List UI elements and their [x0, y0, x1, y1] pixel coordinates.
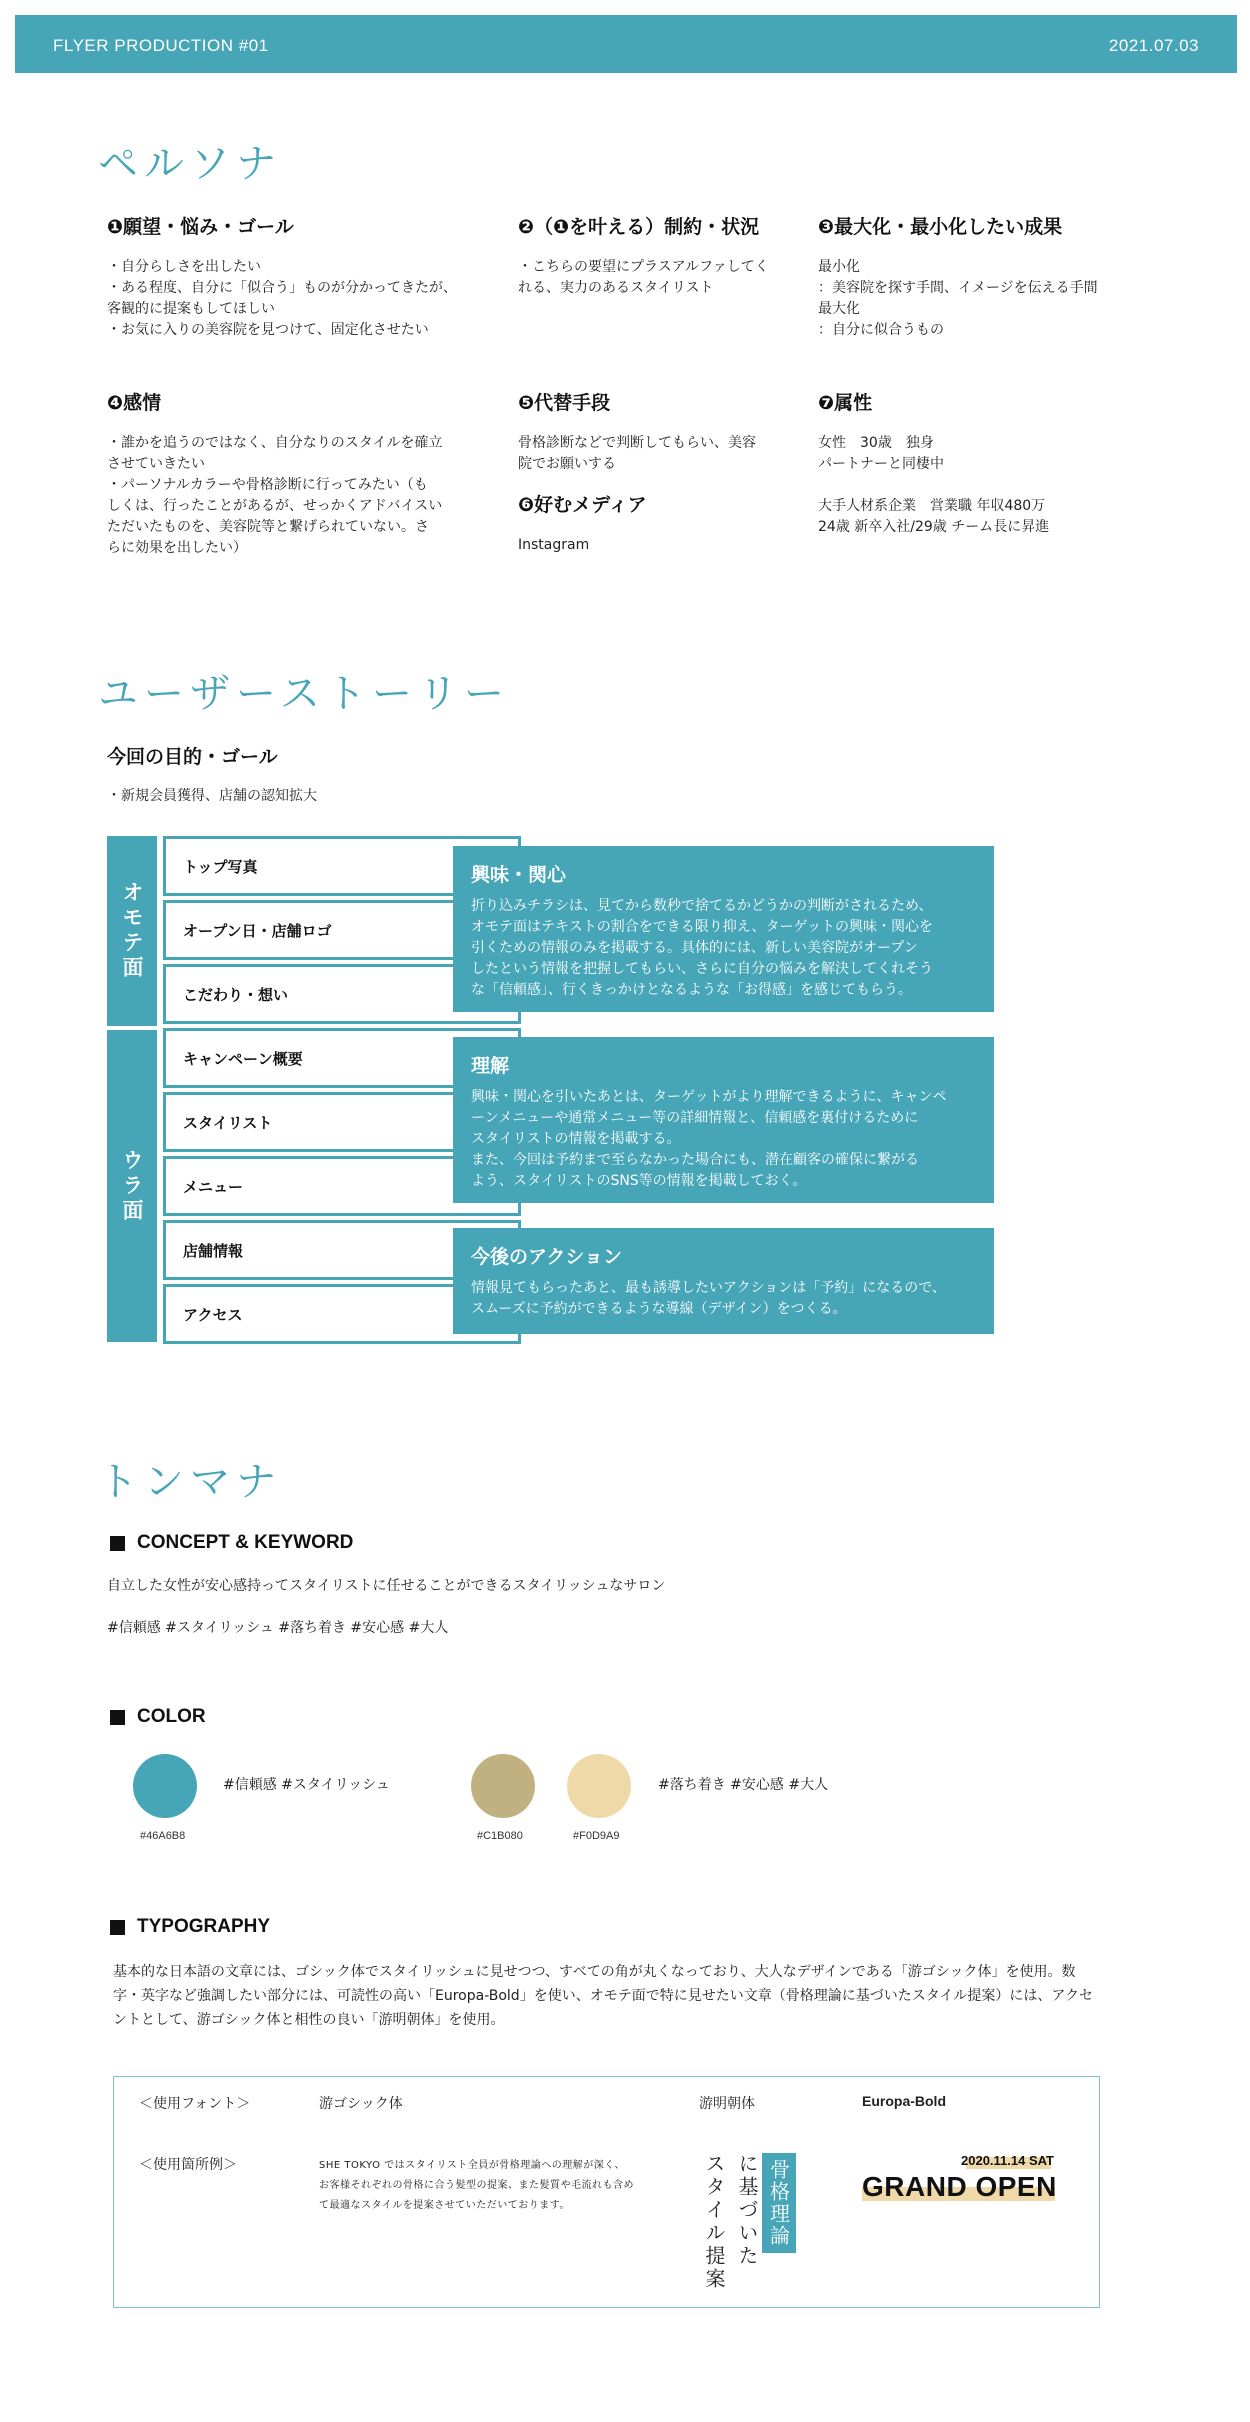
mincho-line-2: スタイル提案: [702, 2153, 726, 2291]
typography-body: 基本的な日本語の文章には、ゴシック体でスタイリッシュに見せつつ、すべての角が丸くなっており、大人なデザインである「游ゴシック体」を使用。数字・英字など強調したい部分には、可読性の高い「Europa-Bold」を使い、オモテ面で特に見せたい文章（骨格理論に基づいたスタイル提案）には、アクセントとして、游ゴシック体と相性の良い「游明朝体」を使用。: [113, 1964, 1093, 2028]
square-bullet-icon: [110, 1710, 125, 1725]
tone-title: トンマナ: [98, 1459, 282, 1505]
persona-cell-4: [107, 388, 527, 559]
persona-cell-3: [818, 212, 1148, 341]
story-item-access: アクセス: [163, 1284, 521, 1344]
header-bar: [15, 15, 1237, 73]
info-box-action: [453, 1228, 994, 1334]
color-hex-beige: #C1B080: [477, 1830, 523, 1842]
info-box-understanding-head: 理解: [471, 1055, 510, 1077]
persona-body-7: 女性 30歳 独身 パートナーと同棲中 大手人材系企業 営業職 年収480万 24歳 新卒入社/29歳 チーム長に昇進: [818, 435, 1050, 535]
color-tags-1: #信頼感 #スタイリッシュ: [223, 1777, 390, 1793]
typography-sample-box: [113, 2076, 1100, 2308]
open-date: 2020.11.14 SAT: [961, 2153, 1054, 2168]
square-bullet-icon: [110, 1920, 125, 1935]
concept-heading-text: CONCEPT & KEYWORD: [137, 1532, 354, 1553]
story-item-campaign: キャンペーン概要: [163, 1028, 521, 1088]
persona-body-4: ・誰かを追うのではなく、自分なりのスタイルを確立 させていきたい ・パーソナルカラーや骨格診断に行ってみたい（も しくは、行ったことがあるが、せっかくアドバイスい ただいたものを、美容院等と繋げられていない。さ らに効果を出したい）: [107, 435, 443, 556]
persona-head-7: ❼属性: [818, 392, 873, 414]
persona-body-6: Instagram: [518, 537, 590, 553]
font-label: ＜使用フォント＞: [139, 2096, 251, 2112]
persona-head-1: ❶願望・悩み・ゴール: [107, 216, 294, 238]
persona-body-3: 最小化 ：美容院を探す手間、イメージを伝える手間 最大化 ：自分に似合うもの: [818, 259, 1098, 338]
persona-head-5: ❺代替手段: [518, 392, 611, 414]
info-box-understanding: [453, 1037, 994, 1203]
story-item-stylist: スタイリスト: [163, 1092, 521, 1152]
persona-cell-5: [518, 388, 798, 475]
header-title: FLYER PRODUCTION #01: [53, 36, 269, 55]
story-goal-body: ・新規会員獲得、店舗の認知拡大: [107, 788, 317, 804]
persona-body-5: 骨格診断などで判断してもらい、美容 院でお願いする: [518, 435, 756, 472]
persona-cell-1: [107, 212, 527, 341]
persona-head-4: ❹感情: [107, 392, 162, 414]
example-label: ＜使用箇所例＞: [139, 2157, 237, 2173]
persona-head-6: ❻好むメディア: [518, 494, 647, 516]
color-swatch-cream: [567, 1754, 631, 1818]
color-hex-cream: #F0D9A9: [573, 1830, 620, 1842]
typography-heading-text: TYPOGRAPHY: [137, 1916, 271, 1937]
grand-open-text: GRAND OPEN: [862, 2171, 1057, 2202]
persona-cell-6: [518, 490, 798, 556]
typography-heading: [110, 1916, 270, 1938]
story-item-open-date-logo: オープン日・店舗ロゴ: [163, 900, 521, 960]
concept-heading: [110, 1532, 353, 1554]
story-item-menu: メニュー: [163, 1156, 521, 1216]
concept-body: 自立した女性が安心感持ってスタイリストに任せることができるスタイリッシュなサロン: [107, 1578, 666, 1594]
color-swatch-teal: [133, 1754, 197, 1818]
persona-head-2: ❷（❶を叶える）制約・状況: [518, 216, 760, 238]
header-date: 2021.07.03: [1108, 36, 1199, 55]
color-swatch-beige: [471, 1754, 535, 1818]
concept-tags: #信頼感 #スタイリッシュ #落ち着き #安心感 #大人: [107, 1620, 449, 1636]
persona-cell-7: [818, 388, 1148, 538]
info-box-interest-head: 興味・関心: [471, 864, 567, 886]
info-box-interest-body: 折り込みチラシは、見てから数秒で捨てるかどうかの判断がされるため、 オモテ面はテキストの割合をできる限り抑え、ターゲットの興味・関心を 引くための情報のみを掲載する。具体的には、新しい美容院がオープン したという情報を把握してもらい、さらに自分の悩みを解決してくれそう な「信頼感」、行くきっかけとなるような「お得感」を感じてもらう。: [471, 898, 933, 998]
front-side-label: オモテ面: [107, 836, 157, 1026]
persona-body-1: ・自分らしさを出したい ・ある程度、自分に「似合う」ものが分かってきたが、 客観的に提案もしてほしい ・お気に入りの美容院を見つけて、固定化させたい: [107, 259, 457, 338]
color-heading-text: COLOR: [137, 1706, 206, 1727]
story-goal-head: 今回の目的・ゴール: [107, 746, 278, 768]
story-title: ユーザーストーリー: [98, 671, 510, 717]
color-heading: [110, 1706, 206, 1728]
font-mincho-name: 游明朝体: [699, 2096, 755, 2112]
gothic-sample-text: SHE TOKYO ではスタイリスト全員が骨格理論への理解が深く、お客様それぞれの骨格に合う髪型の提案、また髪質や毛流れも含めて最適なスタイルを提案させていただいております。: [319, 2160, 634, 2211]
mincho-line-1: に基づいた: [735, 2153, 759, 2268]
color-hex-teal: #46A6B8: [140, 1830, 186, 1842]
persona-title: ペルソナ: [98, 141, 282, 187]
info-box-action-body: 情報見てもらったあと、最も誘導したいアクションは「予約」になるので、 スムーズに予約ができるような導線（デザイン）をつくる。: [471, 1280, 947, 1317]
square-bullet-icon: [110, 1536, 125, 1551]
info-box-action-head: 今後のアクション: [471, 1246, 623, 1268]
info-box-interest: [453, 846, 994, 1012]
persona-cell-2: [518, 212, 798, 299]
story-item-shop-info: 店舗情報: [163, 1220, 521, 1280]
back-side-label: ウラ面: [107, 1030, 157, 1342]
story-item-commitment: こだわり・想い: [163, 964, 521, 1024]
persona-body-2: ・こちらの要望にプラスアルファしてく れる、実力のあるスタイリスト: [518, 259, 769, 296]
mincho-highlight: 骨格理論: [762, 2153, 796, 2253]
persona-head-3: ❸最大化・最小化したい成果: [818, 216, 1063, 238]
story-item-top-photo: トップ写真: [163, 836, 521, 896]
info-box-understanding-body: 興味・関心を引いたあとは、ターゲットがより理解できるように、キャンペ ーンメニューや通常メニュー等の詳細情報と、信頼感を裏付けるために スタイリストの情報を掲載する。 また、今回は予約まで至らなかった場合にも、潜在顧客の確保に繋がる よう、スタイリストのSNS等の情報を掲載しておく。: [471, 1089, 947, 1189]
font-europa-name: Europa-Bold: [862, 2093, 946, 2109]
color-tags-2: #落ち着き #安心感 #大人: [658, 1777, 829, 1793]
font-gothic-name: 游ゴシック体: [319, 2096, 403, 2112]
